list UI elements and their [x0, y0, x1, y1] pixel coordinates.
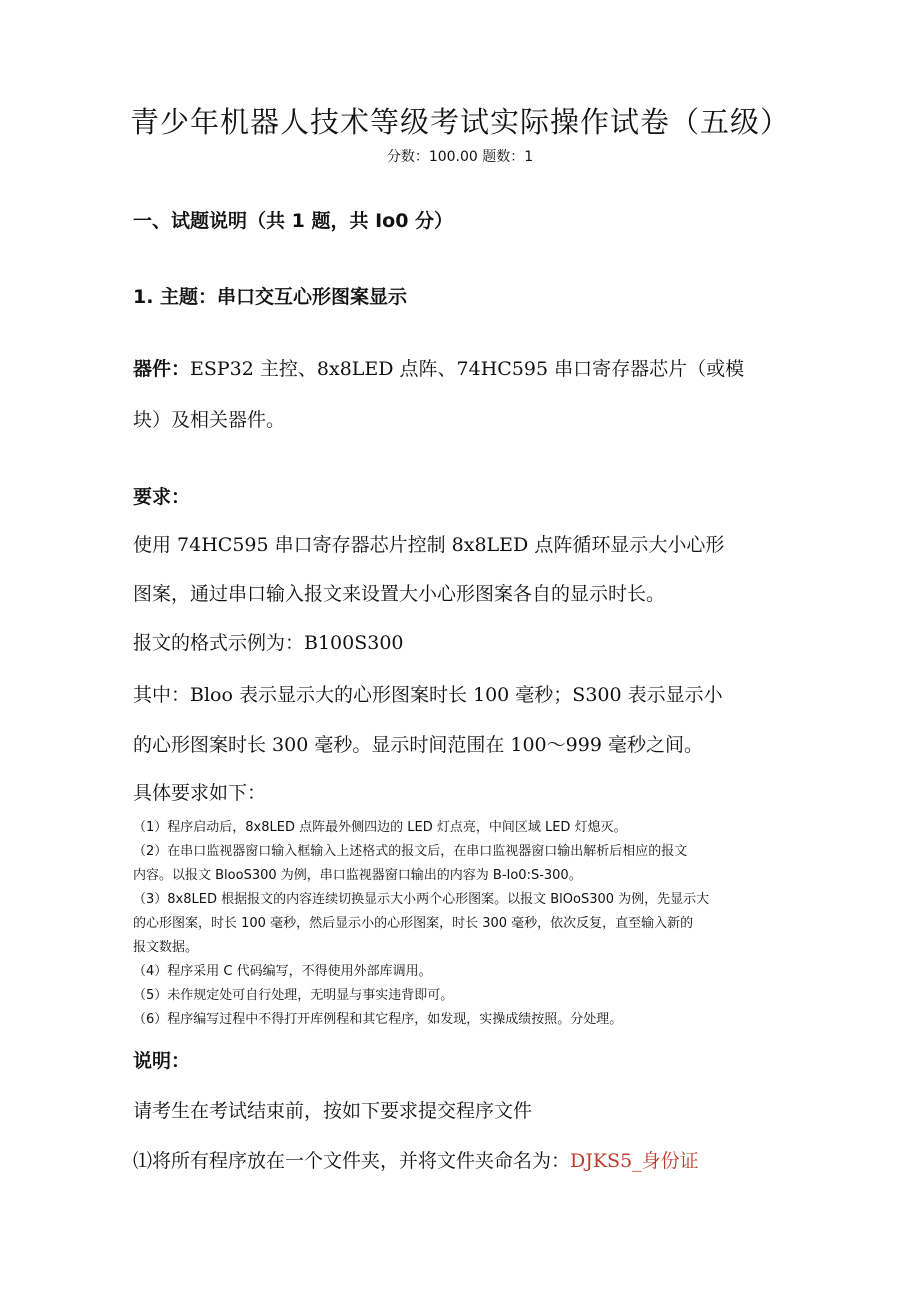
device-paragraph-line1: [133, 354, 783, 381]
note-line-2-prefix: ⑴将所有程序放在一个文件夹，并将文件夹命名为：: [133, 1150, 571, 1172]
note-line-2: [133, 1146, 783, 1173]
requirement-line-1: 使用 74HC595 串口寄存器芯片控制 8x8LED 点阵循环显示大小心形: [133, 534, 725, 556]
requirement-item: （1）程序启动后，8x8LED 点阵最外侧四边的 LED 灯点亮，中间区域 LED 灯熄灭。: [133, 820, 627, 835]
requirement-line-6: 具体要求如下：: [133, 782, 267, 804]
topic-heading: 1. 主题：串口交互心形图案显示: [133, 286, 408, 308]
requirement-line-5: 的心形图案时长 300 毫秒。显示时间范围在 100～999 毫秒之间。: [133, 734, 703, 756]
document-title: 青少年机器人技术等级考试实际操作试卷（五级）: [129, 105, 790, 139]
requirement-item: 内容。以报文 BlooS300 为例，串口监视器窗口输出的内容为 B-Io0:S-300。: [133, 868, 582, 883]
note-line-1: 请考生在考试结束前，按如下要求提交程序文件: [133, 1100, 533, 1122]
requirement-item: （2）在串口监视器窗口输入框输入上述格式的报文后，在串口监视器窗口输出解析后相应的报文: [133, 844, 688, 859]
folder-name-highlight: DJKS5_身份证: [570, 1150, 699, 1172]
requirement-items: [133, 816, 798, 1032]
device-text-line1: ESP32 主控、8x8LED 点阵、74HC595 串口寄存器芯片（或模: [190, 358, 745, 380]
requirement-item: （6）程序编写过程中不得打开库例程和其它程序，如发现，实操成绩按照。分处理。: [133, 1012, 623, 1027]
requirement-item: （5）未作规定处可自行处理，无明显与事实违背即可。: [133, 988, 454, 1003]
requirement-item: （3）8x8LED 根据报文的内容连续切换显示大小两个心形图案。以报文 BlOoS300 为例，先显示大: [133, 892, 710, 907]
requirement-line-3: 报文的格式示例为：B100S300: [133, 632, 404, 654]
requirement-item: （4）程序采用 C 代码编写，不得使用外部库调用。: [133, 964, 432, 979]
requirement-line-4: 其中：Bloo 表示显示大的心形图案时长 100 毫秒；S300 表示显示小: [133, 684, 723, 706]
device-text-line2: 块）及相关器件。: [133, 409, 286, 431]
note-label: 说明：: [133, 1050, 191, 1072]
requirement-item: 报文数据。: [133, 940, 199, 955]
section-heading: 一、试题说明（共 1 题，共 Io0 分）: [133, 210, 454, 232]
document-subtitle: 分数：100.00 题数：1: [386, 149, 534, 165]
device-label: 器件：: [133, 358, 191, 380]
requirements-label: 要求：: [133, 486, 191, 508]
requirement-line-2: 图案，通过串口输入报文来设置大小心形图案各自的显示时长。: [133, 583, 666, 605]
requirement-item: 的心形图案，时长 100 毫秒，然后显示小的心形图案，时长 300 毫秒，依次反复，直至输入新的: [133, 916, 694, 931]
